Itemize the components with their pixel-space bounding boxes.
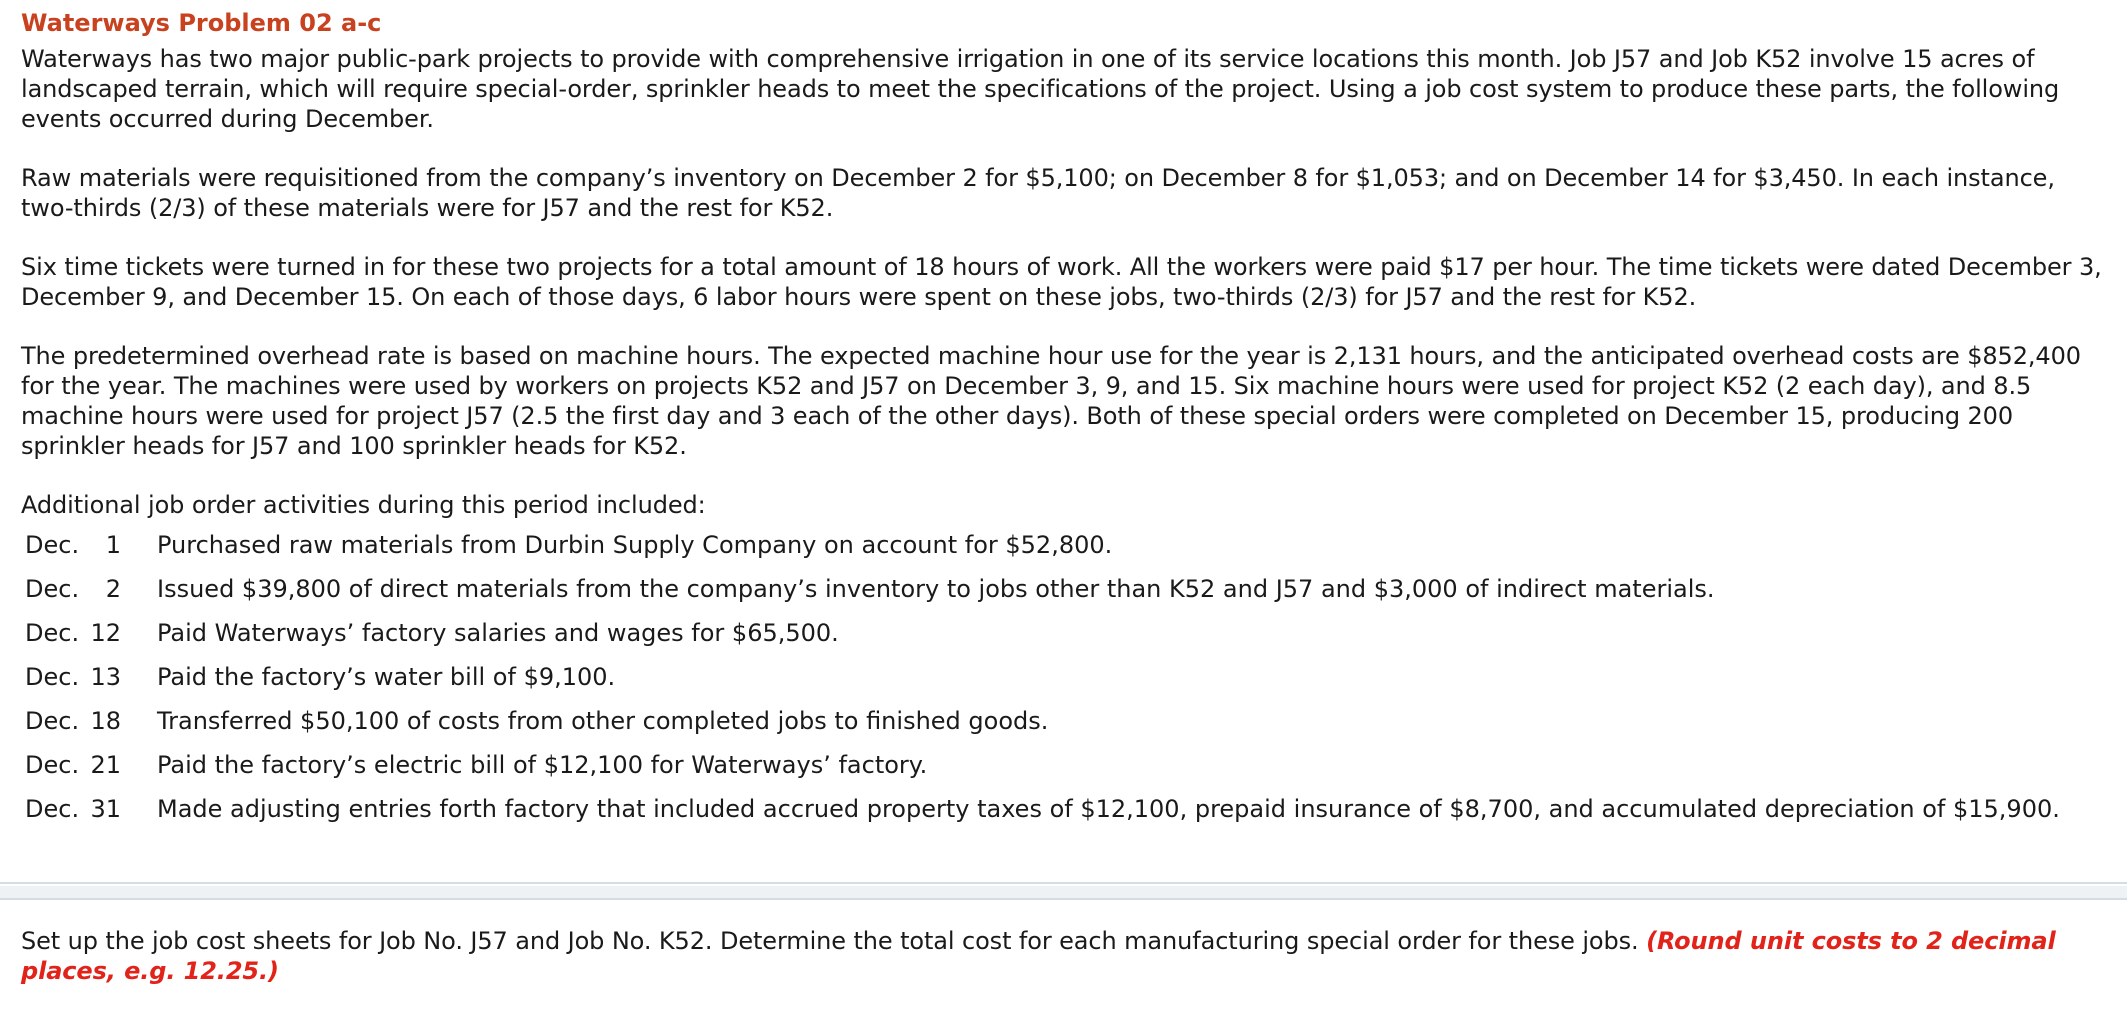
event-description: Made adjusting entries forth factory that included accrued property taxes of $12,100, prepaid insurance of $8,700, and accumulated depreciation of $15,900. <box>157 795 2060 823</box>
event-row <box>21 618 2107 662</box>
event-description: Issued $39,800 of direct materials from the company’s inventory to jobs other than K52 and J57 and $3,000 of indirect materials. <box>157 575 1715 603</box>
events-list <box>21 530 2107 838</box>
event-month: Dec. <box>25 795 80 823</box>
event-month: Dec. <box>25 707 80 735</box>
event-row <box>21 794 2107 838</box>
event-row <box>21 750 2107 794</box>
event-month: Dec. <box>25 751 80 779</box>
event-row <box>21 574 2107 618</box>
event-day: 18 <box>90 707 121 735</box>
event-description: Paid Waterways’ factory salaries and wages for $65,500. <box>157 619 839 647</box>
event-day: 13 <box>90 663 121 691</box>
event-month: Dec. <box>25 531 80 559</box>
event-day: 1 <box>105 531 121 559</box>
section-divider <box>0 886 2127 898</box>
additional-activities-heading: Additional job order activities during this period included: <box>21 491 706 519</box>
event-day: 31 <box>90 795 121 823</box>
raw-materials-paragraph: Raw materials were requisitioned from the company’s inventory on December 2 for $5,100; on December 8 for $1,053; and on December 14 for $3,450. In each instance, two-thirds (2/3) of these materials were for J57 and the rest for K52. <box>21 164 2055 222</box>
time-tickets-paragraph: Six time tickets were turned in for these two projects for a total amount of 18 hours of work. All the workers were paid $17 per hour. The time tickets were dated December 3, December 9, and December 15. On each of those days, 6 labor hours were spent on these jobs, two-thirds (2/3) for J57 and the rest for K52. <box>21 253 2102 311</box>
problem-title: Waterways Problem 02 a-c <box>21 9 382 37</box>
event-description: Paid the factory’s electric bill of $12,100 for Waterways’ factory. <box>157 751 928 779</box>
event-day: 12 <box>90 619 121 647</box>
overhead-paragraph: The predetermined overhead rate is based on machine hours. The expected machine hour use for the year is 2,131 hours, and the anticipated overhead costs are $852,400 for the year. The machines were used by workers on projects K52 and J57 on December 3, 9, and 15. Six machine hours were used for project K52 (2 each day), and 8.5 machine hours were used for project J57 (2.5 the first day and 3 each of the other days). Both of these special orders were completed on December 15, producing 200 sprinkler heads for J57 and 100 sprinkler heads for K52. <box>21 342 2081 460</box>
event-month: Dec. <box>25 619 80 647</box>
event-row <box>21 706 2107 750</box>
instructions-body: Set up the job cost sheets for Job No. J57 and Job No. K52. Determine the total cost for each manufacturing special order for these jobs. <box>21 927 1647 955</box>
event-month: Dec. <box>25 575 80 603</box>
event-month: Dec. <box>25 663 80 691</box>
event-day: 21 <box>90 751 121 779</box>
rounding-note: (Round unit costs to 2 decimal places, e.g. 12.25.) <box>21 927 2056 985</box>
event-row <box>21 662 2107 706</box>
event-description: Paid the factory’s water bill of $9,100. <box>157 663 616 691</box>
instructions-panel <box>0 898 2127 1013</box>
instructions-text <box>21 926 2107 986</box>
intro-paragraph: Waterways has two major public-park projects to provide with comprehensive irrigation in one of its service locations this month. Job J57 and Job K52 involve 15 acres of landscaped terrain, which will require special-order, sprinkler heads to meet the specifications of the project. Using a job cost system to produce these parts, the following events occurred during December. <box>21 45 2060 133</box>
event-day: 2 <box>105 575 121 603</box>
event-description: Transferred $50,100 of costs from other completed jobs to finished goods. <box>157 707 1049 735</box>
event-description: Purchased raw materials from Durbin Supply Company on account for $52,800. <box>157 531 1113 559</box>
event-row <box>21 530 2107 574</box>
